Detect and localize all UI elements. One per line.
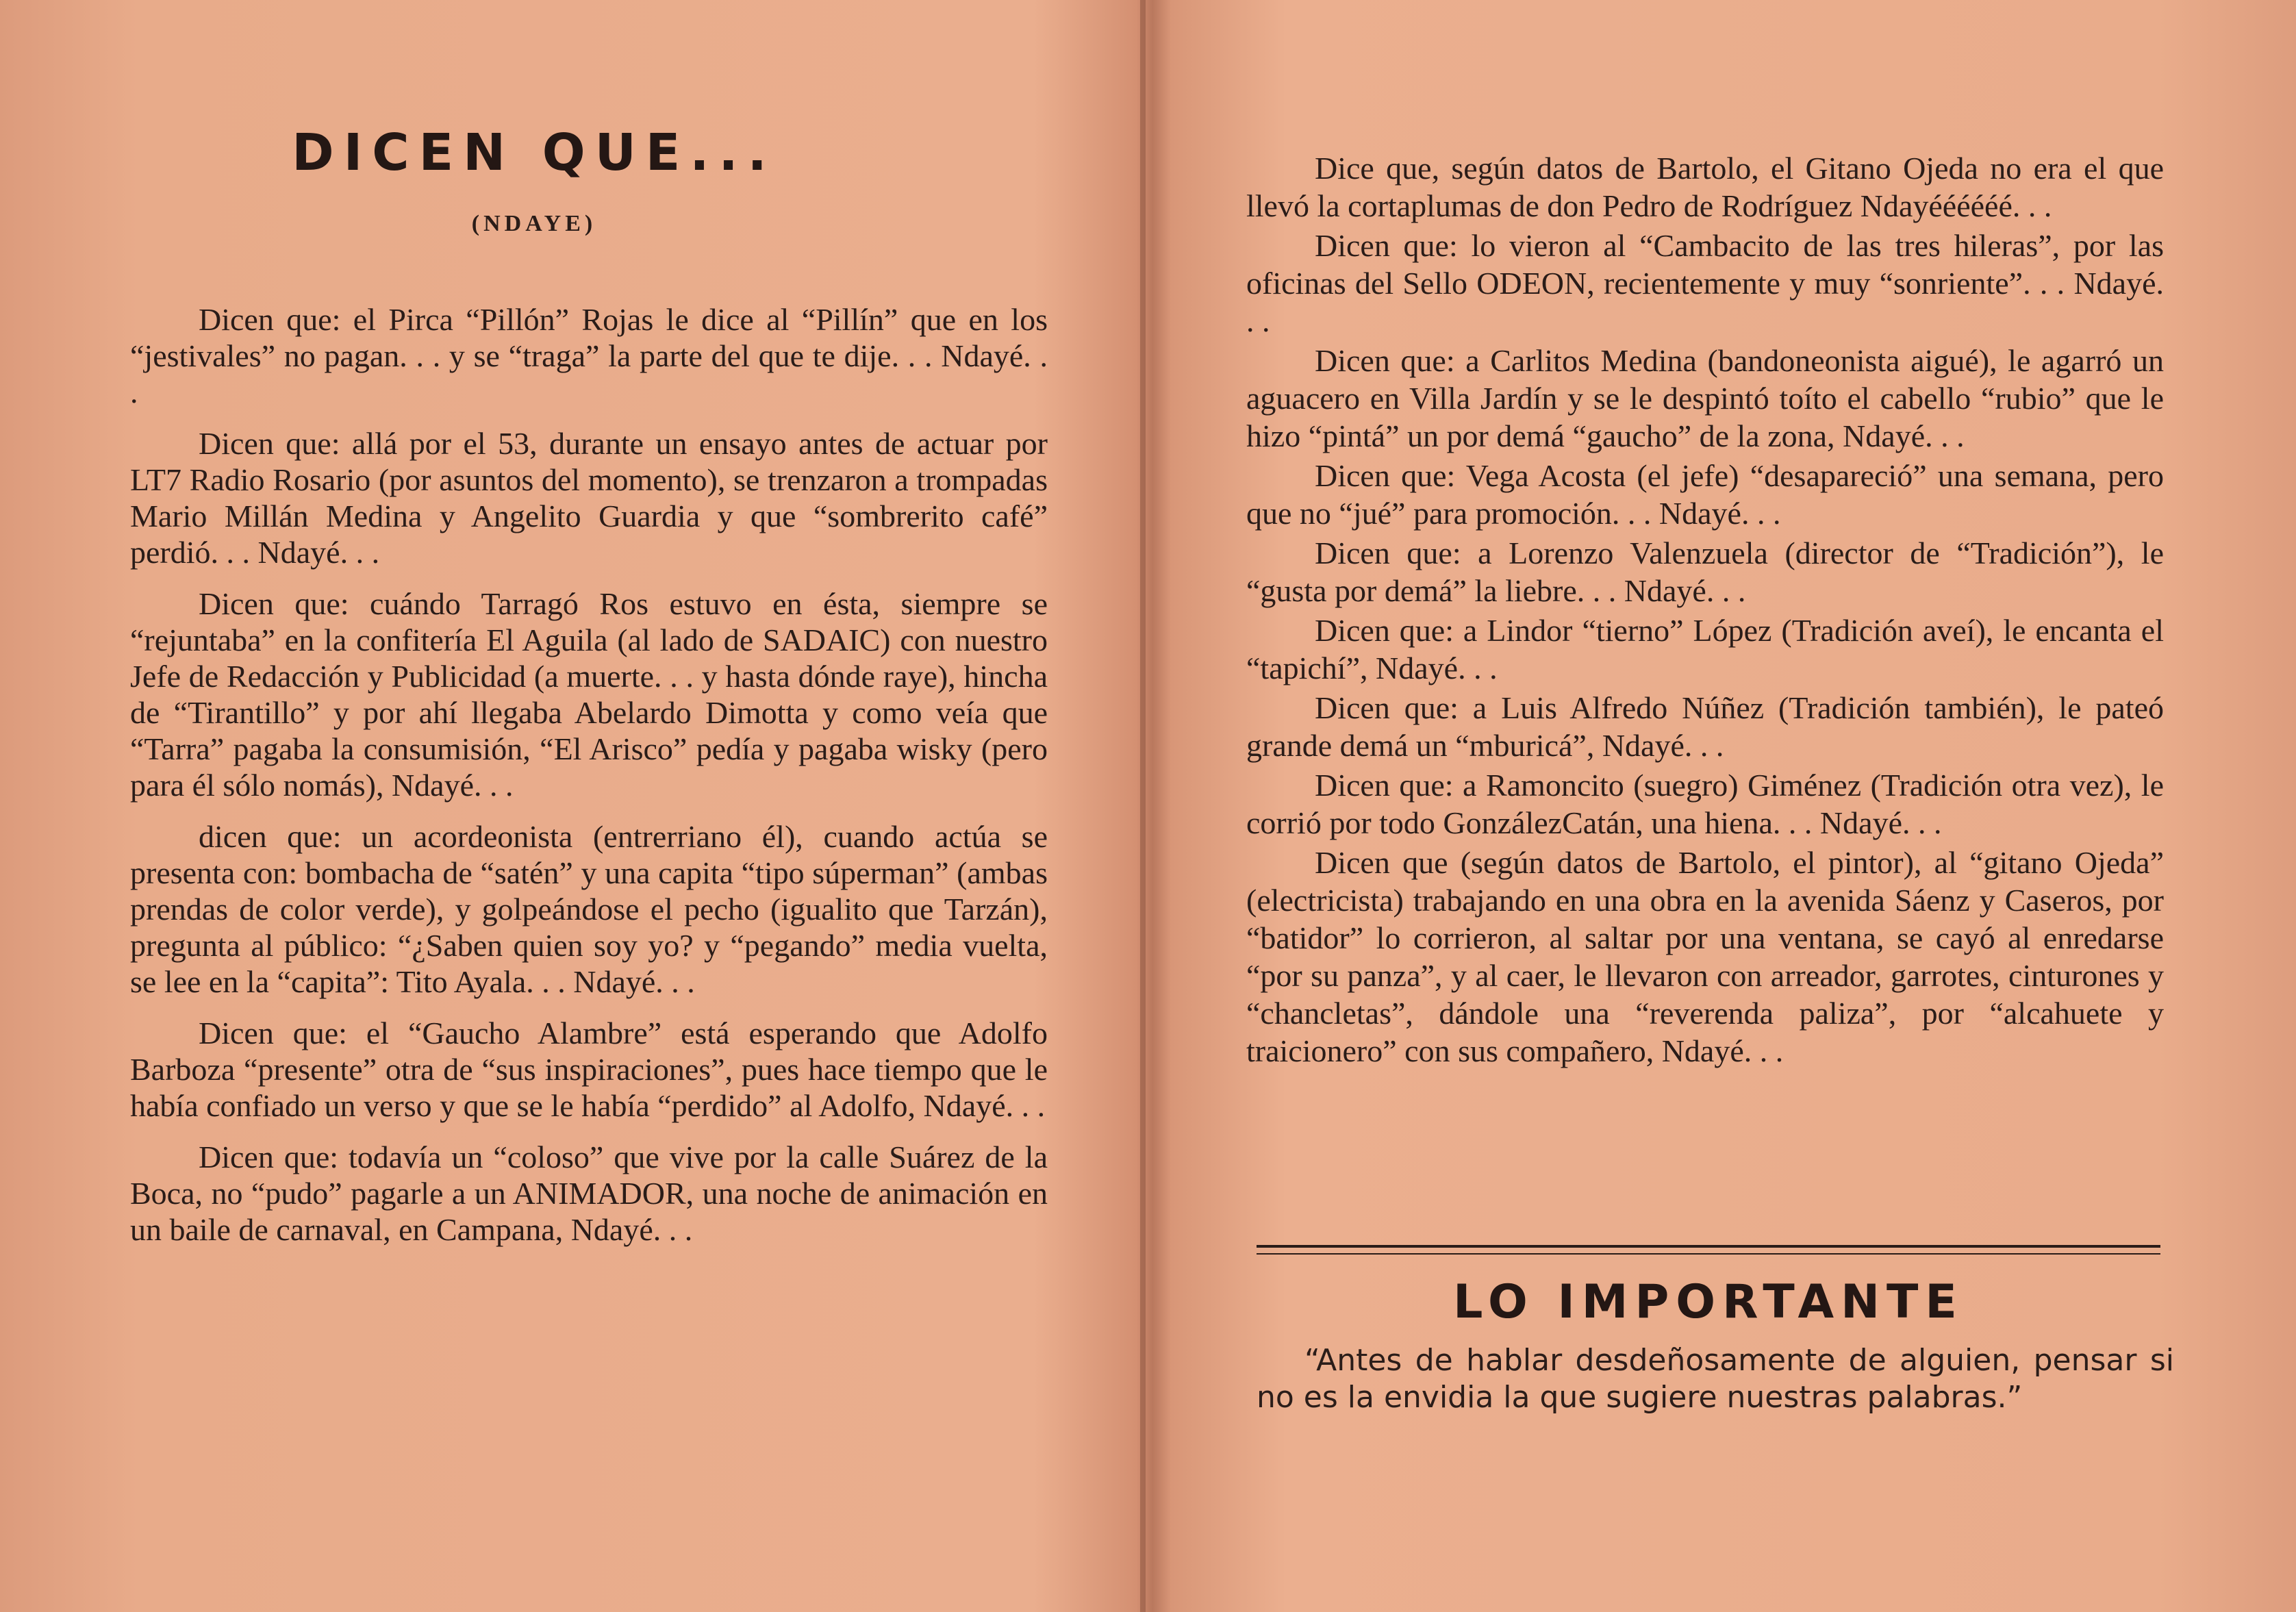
paragraph: Dicen que: el Pirca “Pillón” Rojas le dice al “Pillín” que en los “jestivales” no pagan. . . y se “traga” la parte del que te dije. . . Ndayé. . .	[130, 302, 1048, 410]
right-page	[1146, 0, 2296, 1612]
paragraph: Dicen que: allá por el 53, durante un ensayo antes de actuar por LT7 Radio Rosario (por asuntos del momento), se trenzaron a trompadas Mario Millán Medina y Angelito Guardia y que “sombrerito café” perdió. . . Ndayé. . .	[130, 426, 1048, 570]
paragraph: Dicen que: a Luis Alfredo Núñez (Tradición también), le pateó grande demá un “mburicá”, Ndayé. . .	[1246, 690, 2164, 763]
left-page	[0, 0, 1140, 1612]
paragraph: Dicen que: a Ramoncito (suegro) Giménez (Tradición otra vez), le corrió por todo GonzálezCatán, una hiena. . . Ndayé. . .	[1246, 768, 2164, 840]
paragraph: Dicen que: lo vieron al “Cambacito de las tres hileras”, por las oficinas del Sello ODEON, recientemente y muy “sonriente”. . . Ndayé. . .	[1246, 228, 2164, 338]
quote-text: “Antes de hablar desdeñosamente de alguien, pensar si no es la envidia la que sugiere nuestras palabras.”	[1257, 1343, 2174, 1415]
paragraph: Dicen que: el “Gaucho Alambre” está esperando que Adolfo Barboza “presente” otra de “sus inspiraciones”, pues hace tiempo que le había confiado un verso y que se le había “perdido” al Adolfo, Ndayé. . .	[130, 1016, 1048, 1123]
section-divider	[1257, 1245, 2160, 1255]
paragraph: dicen que: un acordeonista (entrerriano él), cuando actúa se presenta con: bombacha de “satén” y una capita “tipo súperman” (ambas prendas de color verde), y golpeándose el pecho (igualito que Tarzán), pregunta al público: “¿Saben quien soy yo? y “pegando” media vuelta, se lee en la “capita”: Tito Ayala. . . Ndayé. . .	[130, 819, 1048, 999]
book-gutter	[1140, 0, 1146, 1612]
paragraph: Dicen que (según datos de Bartolo, el pintor), al “gitano Ojeda” (electricista) trabajando en una obra en la avenida Sáenz y Caseros, por “batidor” lo corrieron, al saltar por una ventana, se cayó al enredarse “por su panza”, y al caer, le llevaron con arreador, garrotes, cinturones y “chancletas”, dándole una “reverenda paliza”, por “alcahuete y traicionero” con sus compañero, Ndayé. . .	[1246, 845, 2164, 1068]
paragraph: Dicen que: a Carlitos Medina (bandoneonista aigué), le agarró un aguacero en Villa Jardín y se le despintó toíto el cabello “rubio” que le hizo “pintá” un por demá “gaucho” de la zona, Ndayé. . .	[1246, 343, 2164, 453]
paragraph: Dicen que: a Lorenzo Valenzuela (director de “Tradición”), le “gusta por demá” la liebre. . . Ndayé. . .	[1246, 536, 2164, 608]
paragraph: Dicen que: cuándo Tarragó Ros estuvo en ésta, siempre se “rejuntaba” en la confitería El Aguila (al lado de SADAIC) con nuestro Jefe de Redacción y Publicidad (a muerte. . . y hasta dónde raye), hincha de “Tirantillo” y por ahí llegaba Abelardo Dimotta y como veía que “Tarra” pagaba la consumisión, “El Arisco” pedía y pagaba wisky (pero para él sólo nomás), Ndayé. . .	[130, 586, 1048, 803]
page-title: DICEN QUE...	[292, 123, 777, 182]
page-subtitle: (NDAYE)	[471, 211, 597, 236]
section-title: LO IMPORTANTE	[1453, 1275, 1964, 1329]
paragraph: Dicen que: todavía un “coloso” que vive por la calle Suárez de la Boca, no “pudo” pagarle a un ANIMADOR, una noche de animación en un baile de carnaval, en Campana, Ndayé. . .	[130, 1139, 1048, 1247]
right-column	[1246, 149, 2164, 1072]
paragraph: Dicen que: a Lindor “tierno” López (Tradición aveí), le encanta el “tapichí”, Ndayé. . .	[1246, 613, 2164, 685]
left-column	[130, 301, 1048, 1263]
paragraph: Dicen que: Vega Acosta (el jefe) “desapareció” una semana, pero que no “jué” para promoción. . . Ndayé. . .	[1246, 458, 2164, 531]
paragraph: Dice que, según datos de Bartolo, el Gitano Ojeda no era el que llevó la cortaplumas de don Pedro de Rodríguez Ndayéééééé. . .	[1246, 151, 2164, 223]
